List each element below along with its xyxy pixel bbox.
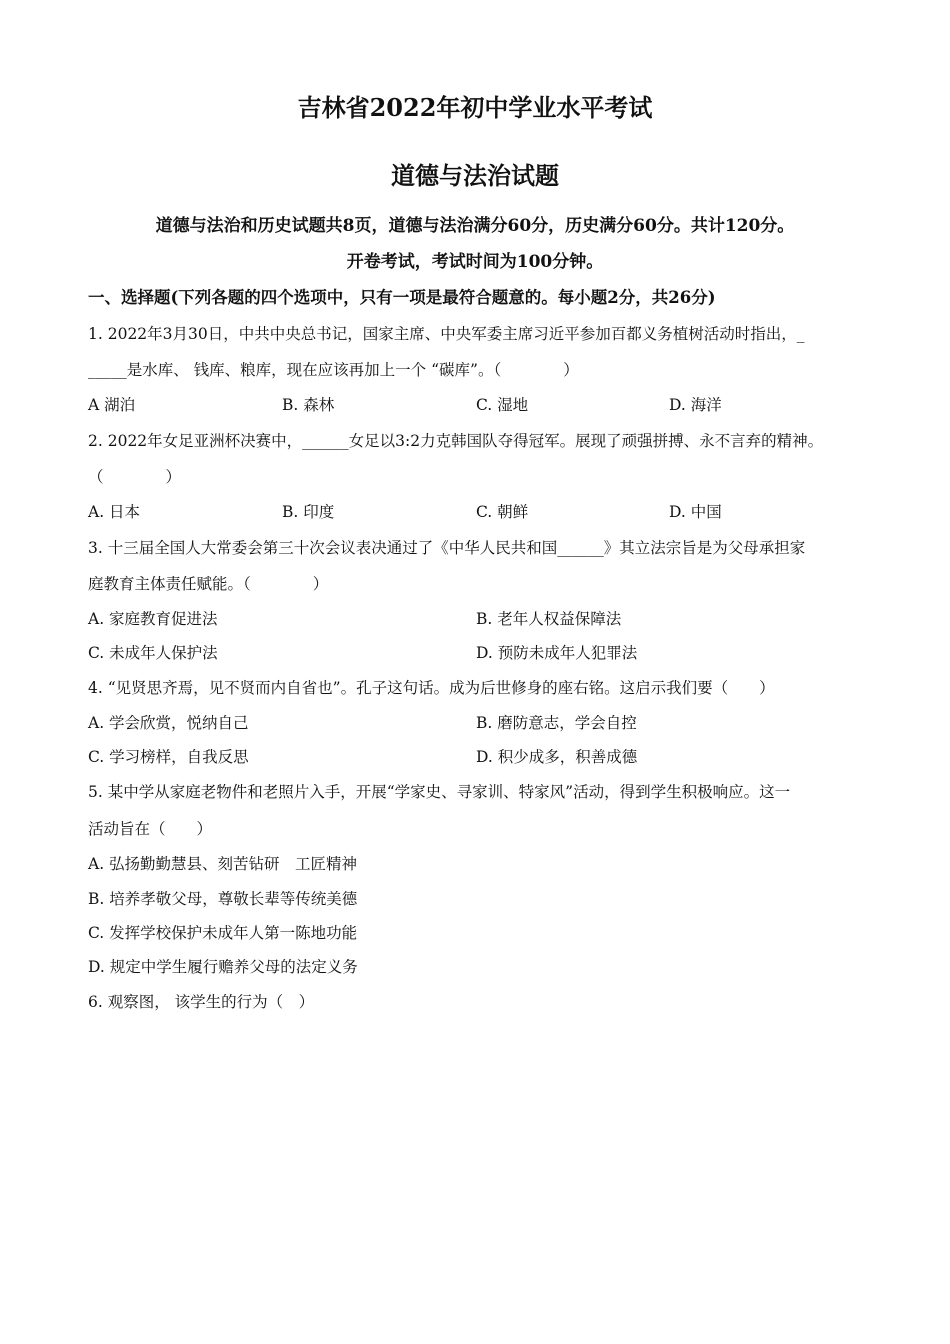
q1-option-a[interactable]: A 湖泊 xyxy=(88,396,136,414)
q2-option-c[interactable]: C. 朝鲜 xyxy=(476,503,529,521)
q4-option-c[interactable]: C. 学习榜样，自我反思 xyxy=(88,748,249,766)
q5-option-d[interactable]: D. 规定中学生履行赡养父母的法定义务 xyxy=(88,958,358,976)
q5-option-c[interactable]: C. 发挥学校保护未成年人第一陈地功能 xyxy=(88,924,358,942)
q4-option-b[interactable]: B. 磨防意志，学会自控 xyxy=(476,714,637,732)
exam-subtitle: 道德与法治试题 xyxy=(391,161,559,190)
question-3-line-2: 庭教育主体责任赋能。（ ） xyxy=(88,575,329,593)
q1-option-c[interactable]: C. 湿地 xyxy=(476,396,529,414)
q4-option-a[interactable]: A. 学会欣赏，悦纳自己 xyxy=(88,714,249,732)
exam-note-2: 开卷考试，考试时间为100分钟。 xyxy=(346,252,604,272)
exam-note-1: 道德与法治和历史试题共8页，道德与法治满分60分，历史满分60分。共计120分。 xyxy=(155,216,795,236)
q2-option-d[interactable]: D. 中国 xyxy=(669,503,722,521)
question-5-line-1: 5. 某中学从家庭老物件和老照片入手，开展“学家史、寻家训、特家风”活动，得到学生积极响应。这一 xyxy=(88,783,791,801)
question-1-line-1: 1. 2022年3月30日，中共中央总书记，国家主席、中央军委主席习近平参加百都义务植树活动时指出，_ xyxy=(88,325,805,343)
q2-option-a[interactable]: A. 日本 xyxy=(88,503,141,521)
q2-option-b[interactable]: B. 印度 xyxy=(282,503,335,521)
question-5-line-2: 活动旨在（ ） xyxy=(88,820,213,838)
question-2-line-2: （ ） xyxy=(88,468,182,486)
section-heading: 一、选择题(下列各题的四个选项中，只有一项是最符合题意的。每小题2分，共26分) xyxy=(88,288,716,307)
q5-option-a[interactable]: A. 弘扬勤勤慧县、刻苦钻研 工匠精神 xyxy=(88,855,358,873)
q1-option-d[interactable]: D. 海洋 xyxy=(669,396,722,414)
question-2-line-1: 2. 2022年女足亚洲杯决赛中，______女足以3:2力克韩国队夺得冠军。展现了顽强拼搏、永不言弃的精神。 xyxy=(88,432,824,450)
q1-option-b[interactable]: B. 森林 xyxy=(282,396,335,414)
q3-option-c[interactable]: C. 未成年人保护法 xyxy=(88,644,218,662)
question-6-line-1: 6. 观察图， 该学生的行为（ ） xyxy=(88,993,315,1011)
q3-option-b[interactable]: B. 老年人权益保障法 xyxy=(476,610,622,628)
q3-option-a[interactable]: A. 家庭教育促进法 xyxy=(88,610,218,628)
q3-option-d[interactable]: D. 预防未成年人犯罪法 xyxy=(476,644,638,662)
q4-option-d[interactable]: D. 积少成多，积善成德 xyxy=(476,748,638,766)
q5-option-b[interactable]: B. 培养孝敬父母，尊敬长辈等传统美德 xyxy=(88,890,358,908)
exam-title: 吉林省2022年初中学业水平考试 xyxy=(297,93,653,122)
question-1-line-2: _____是水库、 钱库、粮库，现在应该再加上一个 “碳库”。（ ） xyxy=(88,361,579,379)
question-4-line-1: 4. “见贤思齐焉，见不贤而内自省也”。孔子这句话。成为后世修身的座右铭。这启示我们要（ ） xyxy=(88,679,775,697)
question-3-line-1: 3. 十三届全国人大常委会第三十次会议表决通过了《中华人民共和国______》其立法宗旨是为父母承担家 xyxy=(88,539,806,557)
